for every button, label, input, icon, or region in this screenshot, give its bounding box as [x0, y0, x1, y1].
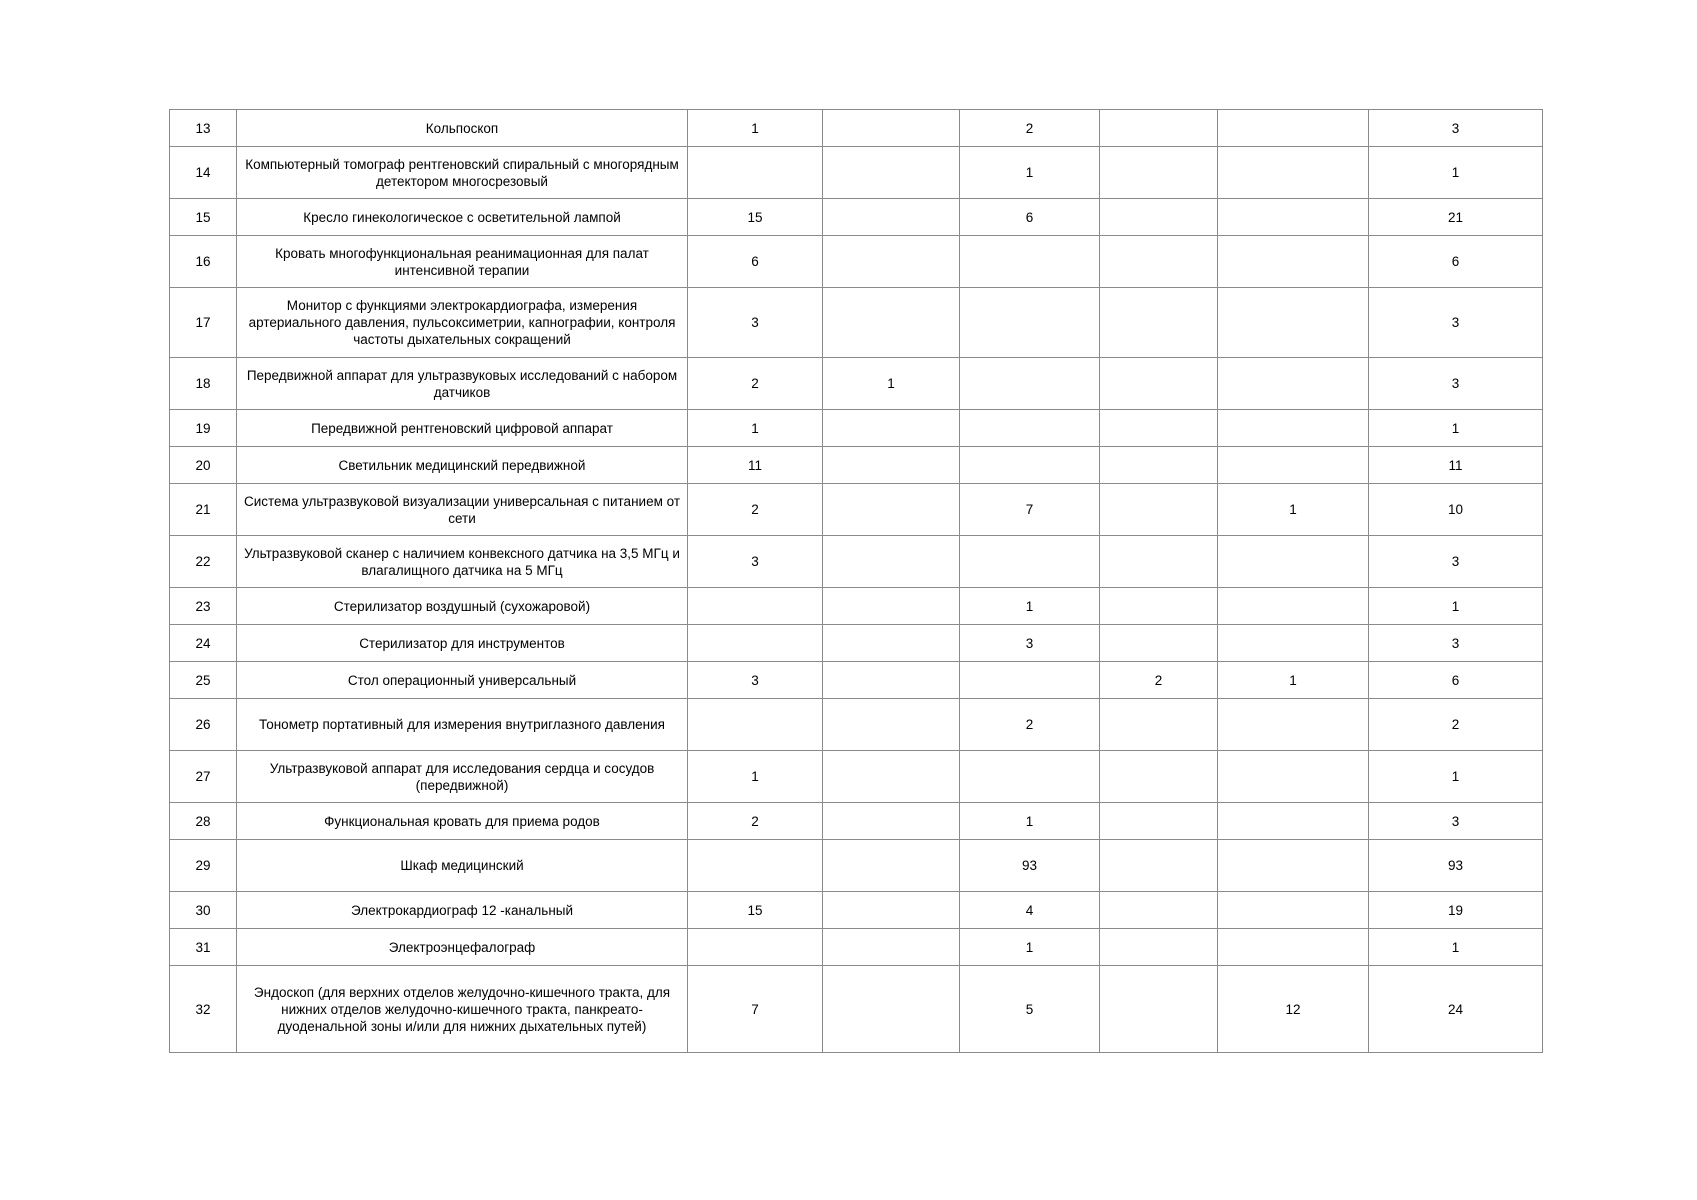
quantity-cell-1 [688, 147, 823, 199]
quantity-cell-5 [1218, 803, 1369, 840]
quantity-cell-4: 2 [1100, 662, 1218, 699]
quantity-cell-2 [823, 536, 960, 588]
quantity-cell-3 [960, 410, 1100, 447]
row-number-cell: 24 [170, 625, 237, 662]
total-cell: 24 [1369, 966, 1543, 1053]
quantity-cell-3: 3 [960, 625, 1100, 662]
quantity-cell-3: 1 [960, 588, 1100, 625]
table-row [170, 358, 1543, 410]
quantity-cell-3 [960, 358, 1100, 410]
total-cell: 21 [1369, 199, 1543, 236]
quantity-cell-3: 93 [960, 840, 1100, 892]
quantity-cell-1: 2 [688, 484, 823, 536]
row-number-cell: 19 [170, 410, 237, 447]
quantity-cell-3: 1 [960, 147, 1100, 199]
equipment-name-cell: Передвижной аппарат для ультразвуковых исследований с набором датчиков [237, 358, 688, 410]
quantity-cell-3: 5 [960, 966, 1100, 1053]
quantity-cell-2 [823, 288, 960, 358]
quantity-cell-1 [688, 625, 823, 662]
quantity-cell-3 [960, 236, 1100, 288]
equipment-name-cell: Электроэнцефалограф [237, 929, 688, 966]
table-row [170, 484, 1543, 536]
quantity-cell-1: 15 [688, 199, 823, 236]
total-cell: 6 [1369, 662, 1543, 699]
total-cell: 3 [1369, 536, 1543, 588]
quantity-cell-4 [1100, 588, 1218, 625]
quantity-cell-2 [823, 588, 960, 625]
table-row [170, 699, 1543, 751]
quantity-cell-3: 2 [960, 110, 1100, 147]
equipment-name-cell: Тонометр портативный для измерения внутриглазного давления [237, 699, 688, 751]
quantity-cell-2 [823, 966, 960, 1053]
quantity-cell-5 [1218, 288, 1369, 358]
quantity-cell-1 [688, 840, 823, 892]
equipment-name-cell: Стерилизатор для инструментов [237, 625, 688, 662]
equipment-name-cell: Эндоскоп (для верхних отделов желудочно-кишечного тракта, для нижних отделов желудочно-кишечного тракта, панкреато-дуоденальной зоны и/или для нижних дыхательных путей) [237, 966, 688, 1053]
equipment-name-cell: Кровать многофункциональная реанимационная для палат интенсивной терапии [237, 236, 688, 288]
quantity-cell-1: 1 [688, 410, 823, 447]
quantity-cell-4 [1100, 484, 1218, 536]
quantity-cell-5 [1218, 625, 1369, 662]
quantity-cell-1: 11 [688, 447, 823, 484]
row-number-cell: 29 [170, 840, 237, 892]
quantity-cell-5: 1 [1218, 662, 1369, 699]
total-cell: 3 [1369, 625, 1543, 662]
row-number-cell: 17 [170, 288, 237, 358]
quantity-cell-4 [1100, 929, 1218, 966]
total-cell: 93 [1369, 840, 1543, 892]
equipment-name-cell: Функциональная кровать для приема родов [237, 803, 688, 840]
table-row [170, 199, 1543, 236]
quantity-cell-5 [1218, 929, 1369, 966]
quantity-cell-5 [1218, 840, 1369, 892]
quantity-cell-5: 12 [1218, 966, 1369, 1053]
total-cell: 1 [1369, 588, 1543, 625]
quantity-cell-1: 2 [688, 803, 823, 840]
quantity-cell-5 [1218, 147, 1369, 199]
quantity-cell-3 [960, 288, 1100, 358]
row-number-cell: 16 [170, 236, 237, 288]
quantity-cell-5 [1218, 447, 1369, 484]
equipment-name-cell: Система ультразвуковой визуализации универсальная с питанием от сети [237, 484, 688, 536]
equipment-name-cell: Шкаф медицинский [237, 840, 688, 892]
total-cell: 11 [1369, 447, 1543, 484]
quantity-cell-2 [823, 199, 960, 236]
quantity-cell-3: 1 [960, 929, 1100, 966]
quantity-cell-3: 4 [960, 892, 1100, 929]
quantity-cell-1: 1 [688, 110, 823, 147]
total-cell: 1 [1369, 929, 1543, 966]
row-number-cell: 22 [170, 536, 237, 588]
quantity-cell-3: 6 [960, 199, 1100, 236]
quantity-cell-4 [1100, 288, 1218, 358]
quantity-cell-2 [823, 699, 960, 751]
quantity-cell-1: 2 [688, 358, 823, 410]
row-number-cell: 23 [170, 588, 237, 625]
quantity-cell-4 [1100, 358, 1218, 410]
row-number-cell: 30 [170, 892, 237, 929]
table-row [170, 840, 1543, 892]
total-cell: 2 [1369, 699, 1543, 751]
quantity-cell-5: 1 [1218, 484, 1369, 536]
total-cell: 3 [1369, 803, 1543, 840]
quantity-cell-2: 1 [823, 358, 960, 410]
quantity-cell-1: 6 [688, 236, 823, 288]
equipment-name-cell: Стерилизатор воздушный (сухожаровой) [237, 588, 688, 625]
row-number-cell: 18 [170, 358, 237, 410]
quantity-cell-5 [1218, 236, 1369, 288]
total-cell: 3 [1369, 110, 1543, 147]
table-row [170, 147, 1543, 199]
quantity-cell-4 [1100, 236, 1218, 288]
quantity-cell-4 [1100, 625, 1218, 662]
table-row [170, 110, 1543, 147]
table-row [170, 929, 1543, 966]
quantity-cell-1: 3 [688, 288, 823, 358]
quantity-cell-4 [1100, 410, 1218, 447]
quantity-cell-5 [1218, 751, 1369, 803]
row-number-cell: 25 [170, 662, 237, 699]
equipment-name-cell: Стол операционный универсальный [237, 662, 688, 699]
quantity-cell-1 [688, 929, 823, 966]
quantity-cell-4 [1100, 199, 1218, 236]
quantity-cell-2 [823, 484, 960, 536]
quantity-cell-4 [1100, 536, 1218, 588]
quantity-cell-4 [1100, 447, 1218, 484]
row-number-cell: 21 [170, 484, 237, 536]
table-body [170, 110, 1543, 1053]
row-number-cell: 15 [170, 199, 237, 236]
table-row [170, 625, 1543, 662]
table-row [170, 662, 1543, 699]
total-cell: 3 [1369, 288, 1543, 358]
equipment-name-cell: Передвижной рентгеновский цифровой аппарат [237, 410, 688, 447]
total-cell: 10 [1369, 484, 1543, 536]
document-page [169, 109, 1542, 1053]
quantity-cell-5 [1218, 699, 1369, 751]
table-row [170, 447, 1543, 484]
quantity-cell-3: 7 [960, 484, 1100, 536]
equipment-name-cell: Кресло гинекологическое с осветительной лампой [237, 199, 688, 236]
equipment-name-cell: Ультразвуковой аппарат для исследования сердца и сосудов (передвижной) [237, 751, 688, 803]
quantity-cell-2 [823, 751, 960, 803]
equipment-name-cell: Кольпоскоп [237, 110, 688, 147]
table-row [170, 892, 1543, 929]
quantity-cell-2 [823, 892, 960, 929]
quantity-cell-3 [960, 751, 1100, 803]
table-row [170, 751, 1543, 803]
quantity-cell-2 [823, 236, 960, 288]
quantity-cell-5 [1218, 536, 1369, 588]
row-number-cell: 13 [170, 110, 237, 147]
quantity-cell-2 [823, 803, 960, 840]
table-row [170, 410, 1543, 447]
row-number-cell: 27 [170, 751, 237, 803]
quantity-cell-4 [1100, 751, 1218, 803]
quantity-cell-4 [1100, 966, 1218, 1053]
quantity-cell-4 [1100, 110, 1218, 147]
quantity-cell-4 [1100, 840, 1218, 892]
quantity-cell-1 [688, 588, 823, 625]
equipment-name-cell: Светильник медицинский передвижной [237, 447, 688, 484]
quantity-cell-5 [1218, 110, 1369, 147]
quantity-cell-2 [823, 447, 960, 484]
quantity-cell-5 [1218, 588, 1369, 625]
table-row [170, 803, 1543, 840]
equipment-name-cell: Ультразвуковой сканер с наличием конвексного датчика на 3,5 МГц и влагалищного датчика на 5 МГц [237, 536, 688, 588]
quantity-cell-4 [1100, 699, 1218, 751]
table-row [170, 536, 1543, 588]
quantity-cell-1: 3 [688, 536, 823, 588]
total-cell: 1 [1369, 147, 1543, 199]
equipment-table [169, 109, 1543, 1053]
total-cell: 19 [1369, 892, 1543, 929]
quantity-cell-2 [823, 110, 960, 147]
quantity-cell-2 [823, 840, 960, 892]
quantity-cell-4 [1100, 147, 1218, 199]
quantity-cell-5 [1218, 199, 1369, 236]
quantity-cell-1: 7 [688, 966, 823, 1053]
total-cell: 1 [1369, 410, 1543, 447]
row-number-cell: 26 [170, 699, 237, 751]
quantity-cell-2 [823, 410, 960, 447]
quantity-cell-1 [688, 699, 823, 751]
quantity-cell-1: 3 [688, 662, 823, 699]
quantity-cell-5 [1218, 358, 1369, 410]
quantity-cell-2 [823, 147, 960, 199]
quantity-cell-3 [960, 662, 1100, 699]
quantity-cell-2 [823, 929, 960, 966]
row-number-cell: 28 [170, 803, 237, 840]
quantity-cell-2 [823, 662, 960, 699]
table-row [170, 236, 1543, 288]
equipment-name-cell: Электрокардиограф 12 -канальный [237, 892, 688, 929]
quantity-cell-5 [1218, 892, 1369, 929]
equipment-name-cell: Компьютерный томограф рентгеновский спиральный с многорядным детектором многосрезовый [237, 147, 688, 199]
total-cell: 3 [1369, 358, 1543, 410]
quantity-cell-4 [1100, 803, 1218, 840]
quantity-cell-4 [1100, 892, 1218, 929]
total-cell: 1 [1369, 751, 1543, 803]
row-number-cell: 32 [170, 966, 237, 1053]
quantity-cell-5 [1218, 410, 1369, 447]
table-row [170, 288, 1543, 358]
equipment-name-cell: Монитор с функциями электрокардиографа, измерения артериального давления, пульсоксиметрии, капнографии, контроля частоты дыхательных сокращений [237, 288, 688, 358]
quantity-cell-2 [823, 625, 960, 662]
table-row [170, 588, 1543, 625]
table-row [170, 966, 1543, 1053]
row-number-cell: 14 [170, 147, 237, 199]
quantity-cell-1: 1 [688, 751, 823, 803]
quantity-cell-1: 15 [688, 892, 823, 929]
total-cell: 6 [1369, 236, 1543, 288]
quantity-cell-3: 2 [960, 699, 1100, 751]
row-number-cell: 31 [170, 929, 237, 966]
quantity-cell-3 [960, 536, 1100, 588]
quantity-cell-3 [960, 447, 1100, 484]
quantity-cell-3: 1 [960, 803, 1100, 840]
row-number-cell: 20 [170, 447, 237, 484]
